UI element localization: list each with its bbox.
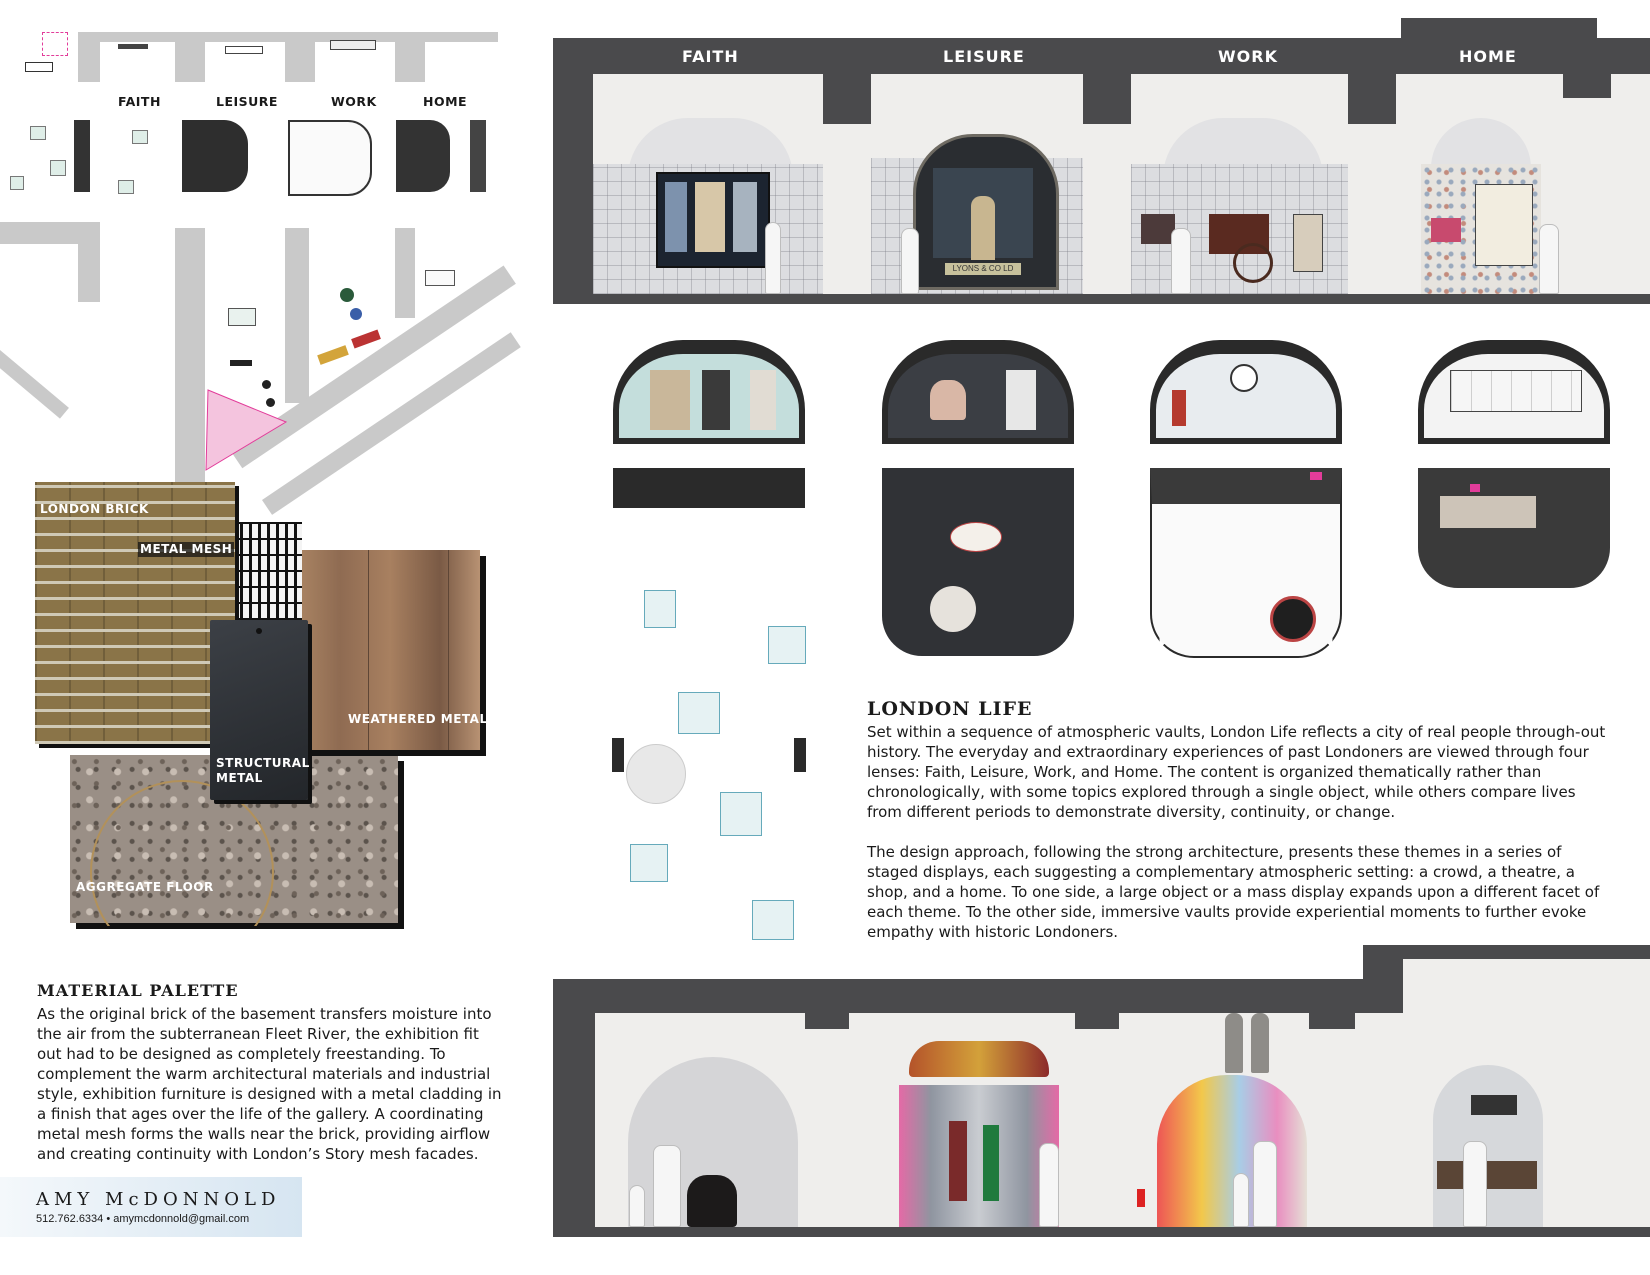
- hang-hole-icon: [256, 628, 262, 634]
- visitor-silhouette: [765, 222, 781, 294]
- garment: [650, 370, 690, 430]
- plan-wall: [0, 350, 69, 419]
- case-leisure: [882, 340, 1074, 444]
- statue: [1225, 1013, 1243, 1073]
- display-case-icon: [351, 330, 381, 349]
- vault-label-leisure: LEISURE: [943, 47, 1025, 66]
- pier: [553, 38, 593, 294]
- plan-leisure-oval: [950, 522, 1002, 552]
- pier: [1083, 38, 1131, 124]
- case-plans: [610, 466, 1610, 656]
- case-plan-faith: [74, 120, 90, 192]
- plan-work-roundel: [1270, 596, 1316, 642]
- case-plan-leisure: [182, 120, 248, 192]
- plinth-icon: [720, 792, 762, 836]
- costume: [1006, 370, 1036, 430]
- plan-home: [1418, 468, 1610, 588]
- shop-sign: LYONS & CO LD: [945, 263, 1021, 275]
- metal-mesh-label: METAL MESH: [140, 542, 233, 556]
- case-home-label: HOME: [1506, 336, 1524, 342]
- display-case-icon: [425, 270, 455, 286]
- case-faith-label: FAITH & IDENTITY: [685, 336, 737, 342]
- visitor-silhouette: [1463, 1141, 1487, 1227]
- plinth-icon: [630, 844, 668, 882]
- display-case-icon: [340, 288, 354, 302]
- projection-zone-icon: [196, 370, 296, 480]
- faith-panel: [695, 182, 725, 252]
- seat-icon: [266, 398, 275, 407]
- plan-wall: [395, 228, 415, 318]
- plinth-icon: [644, 590, 676, 628]
- case-work-label: WORK: [1237, 336, 1256, 342]
- plinth-icon: [132, 130, 148, 144]
- plan-wall-stub: [794, 738, 806, 772]
- structural-metal-label: STRUCTURAL METAL: [216, 756, 310, 785]
- pier: [823, 38, 871, 124]
- display-case-icon: [228, 308, 256, 326]
- case-elevations: [610, 330, 1610, 450]
- floor-line: [553, 294, 1650, 304]
- weathered-metal-label: WEATHERED METAL: [348, 712, 488, 726]
- plinth-icon: [678, 692, 720, 734]
- home-poster: [1475, 184, 1533, 266]
- pier: [805, 979, 849, 1029]
- bottom-elevation: [553, 945, 1650, 1240]
- aggregate-floor-label: AGGREGATE FLOOR: [76, 880, 214, 894]
- london-life-paragraph-1: Set within a sequence of atmospheric vaults, London Life reflects a city of real people through-out history. The everyday and extraordinary experiences of past Londoners are viewed through four lenses: Faith, Leisure, Work, and Home. The content is organized thematically rather than chronologically, with some topics explored through a single object, while others compare lives from different periods to demonstrate diversity, continuity, or change.: [867, 723, 1606, 821]
- visitor-silhouette: [1253, 1141, 1277, 1227]
- horse-sculpture: [687, 1175, 737, 1227]
- plinth-icon: [10, 176, 24, 190]
- london-brick-swatch: [35, 482, 235, 744]
- visitor-silhouette: [1233, 1173, 1249, 1227]
- plan-faith-bar: [613, 468, 805, 508]
- london-life-heading: LONDON LIFE: [867, 698, 1033, 720]
- work-object: [1172, 390, 1186, 426]
- work-photo: [1141, 214, 1175, 244]
- fire-extinguisher-icon: [1137, 1189, 1145, 1207]
- plan-label-faith: FAITH: [118, 94, 161, 109]
- home-cabinet: [1450, 370, 1582, 412]
- display-case-icon: [118, 44, 148, 49]
- plan-home-table: [1440, 496, 1536, 528]
- accent-mark: [1470, 484, 1480, 492]
- ceiling-band: [553, 979, 1363, 1013]
- garment: [702, 370, 730, 430]
- plan-label-home: HOME: [423, 94, 468, 109]
- display-case-icon: [350, 308, 362, 320]
- turntable-icon: [626, 744, 686, 804]
- pink-marker-icon: [42, 32, 68, 56]
- plinth-icon: [50, 160, 66, 176]
- display-case-icon: [330, 40, 376, 50]
- visitor-silhouette: [1039, 1143, 1059, 1227]
- home-panel: [1431, 218, 1461, 242]
- home-furniture: [1437, 1161, 1537, 1189]
- pier: [1309, 979, 1355, 1029]
- visitor-silhouette: [629, 1185, 645, 1227]
- case-plan-home-side: [470, 120, 486, 192]
- pier: [553, 979, 595, 1227]
- home-info-panel: [1471, 1095, 1517, 1115]
- display-case-icon: [317, 345, 349, 365]
- leisure-object: [971, 196, 995, 260]
- plan-leisure: [882, 468, 1074, 656]
- visitor-silhouette: [1539, 224, 1559, 294]
- material-palette-body: As the original brick of the basement transfers moisture into the air from the subterranean Fleet River, the exhibition fit out had to be designed as completely freestanding. To complement the warm architectural materials and industrial style, exhibition furniture is designed with a metal cladding in a finish that ages over the life of the gallery. A coordinating metal mesh forms the walls near the brick, providing airflow and creating continuity with London’s Story mesh facades.: [37, 1005, 502, 1163]
- top-elevation: [553, 18, 1650, 308]
- material-palette-heading: MATERIAL PALETTE: [37, 981, 239, 1000]
- ceiling-step: [1363, 945, 1650, 959]
- plan-wall: [78, 222, 100, 302]
- vault-arch: [1433, 1065, 1543, 1227]
- pier: [1563, 38, 1611, 98]
- material-board: [30, 480, 500, 930]
- performer-figure: [983, 1125, 999, 1201]
- work-frames: [1293, 214, 1323, 272]
- carousel-canopy: [909, 1041, 1049, 1077]
- visitor-silhouette: [653, 1145, 681, 1227]
- pier: [1075, 979, 1119, 1029]
- case-leisure-label: ENTERTAINMENT: [950, 336, 1001, 342]
- plan-label-work: WORK: [331, 94, 377, 109]
- floor-plan: [0, 30, 520, 500]
- plan-label-leisure: LEISURE: [216, 94, 278, 109]
- back-wall-upper: [1403, 959, 1650, 1013]
- work-colour-panel: [1157, 1075, 1307, 1227]
- plinth-icon: [768, 626, 806, 664]
- case-plan-work: [288, 120, 372, 196]
- london-brick-label: LONDON BRICK: [40, 502, 149, 516]
- display-case-icon: [225, 46, 263, 54]
- vault-label-faith: FAITH: [682, 47, 739, 66]
- faith-panel: [733, 182, 757, 252]
- case-plan-home: [396, 120, 450, 192]
- pier: [1348, 38, 1396, 124]
- vault-label-work: WORK: [1218, 47, 1278, 66]
- leisure-stage: [899, 1085, 1059, 1227]
- plinth-icon: [752, 900, 794, 940]
- costume: [930, 380, 966, 420]
- visitor-silhouette: [901, 228, 919, 294]
- statue: [1251, 1013, 1269, 1073]
- display-case-icon: [230, 360, 252, 366]
- seat-icon: [262, 380, 271, 389]
- visitor-silhouette: [1171, 228, 1191, 294]
- london-life-paragraph-2: The design approach, following the strong architecture, presents these themes in a series of staged displays, each suggesting a complementary atmospheric setting: a crowd, a theatre, a shop, and a home. To one side, a large object or a mass display expands upon a different facet of each theme. To the other side, immersive vaults provide experiential moments to further evoke empathy with historic Londoners.: [867, 843, 1600, 941]
- author-contact: 512.762.6334 • amymcdonnold@gmail.com: [36, 1213, 250, 1225]
- floor-inlay-ring: [90, 780, 274, 964]
- floor-line: [553, 1227, 1650, 1237]
- accent-mark: [1310, 472, 1322, 480]
- author-name: AMY McDONNOLD: [36, 1189, 281, 1210]
- plinth-icon: [118, 180, 134, 194]
- vault-label-home: HOME: [1453, 46, 1523, 67]
- faith-panel: [665, 182, 687, 252]
- work-clock-icon: [1230, 364, 1258, 392]
- plinth-icon: [30, 126, 46, 140]
- garment: [750, 370, 776, 430]
- performer-figure: [949, 1121, 967, 1201]
- plan-leisure-circle: [930, 586, 976, 632]
- bench-icon: [25, 62, 53, 72]
- work-cart-wheel: [1233, 243, 1273, 283]
- plan-wall: [78, 32, 498, 42]
- plan-wall-stub: [612, 738, 624, 772]
